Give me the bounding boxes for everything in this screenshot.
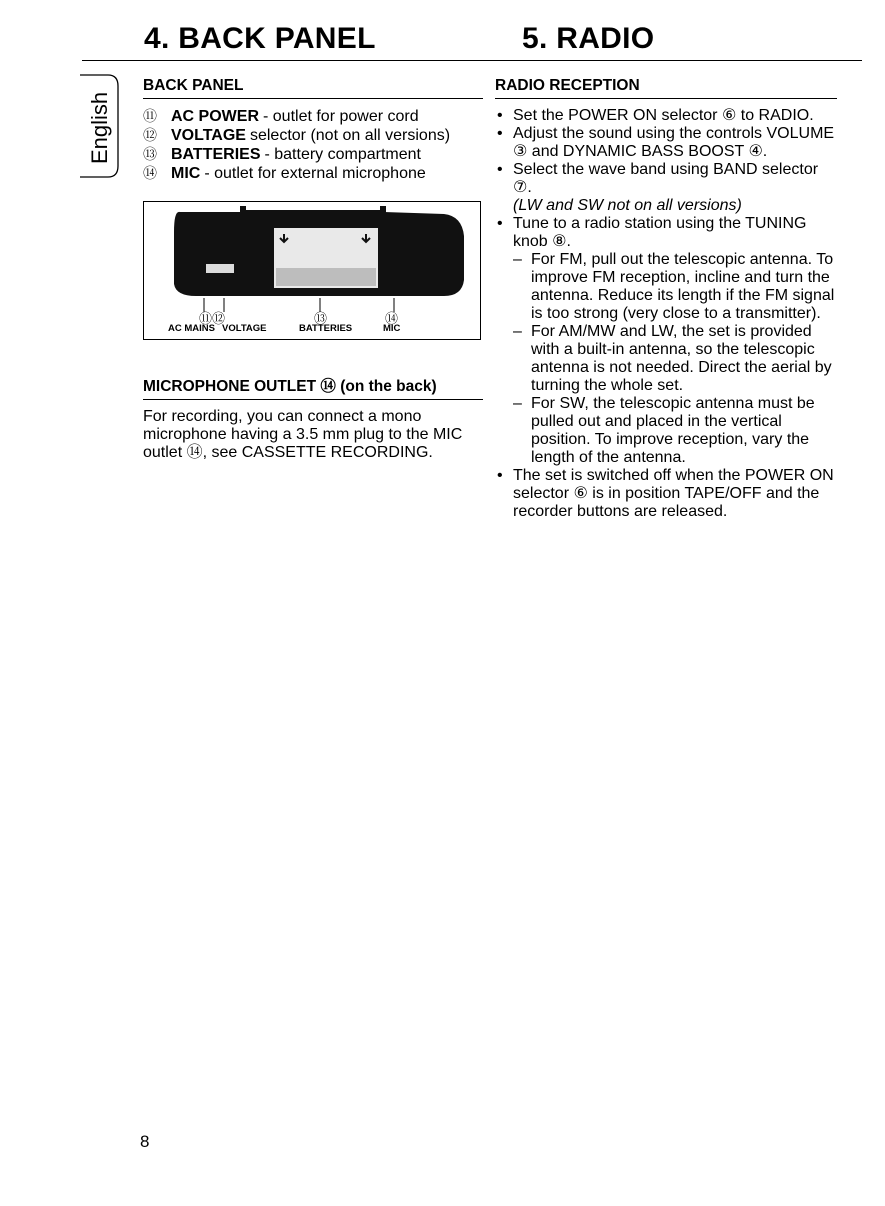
header-divider xyxy=(82,60,862,61)
list-item xyxy=(143,126,483,145)
band-instruction: Select the wave band using BAND selector ⑦. xyxy=(513,161,819,196)
diagram-callouts xyxy=(144,308,482,324)
item-description: - outlet for power cord xyxy=(263,108,419,125)
label-mic: MIC xyxy=(383,323,401,334)
antenna-sublist xyxy=(513,251,840,467)
item-number: ⑫ xyxy=(143,127,157,143)
back-panel-heading: BACK PANEL xyxy=(143,77,483,99)
section-title-radio: 5. RADIO xyxy=(522,22,655,55)
microphone-body: For recording, you can connect a mono microphone having a 3.5 mm plug to the MIC outlet ⑭, see CASSETTE RECORDING. xyxy=(143,408,463,461)
item-number: ⑬ xyxy=(143,146,157,162)
callout-11-12: ⑪⑫ xyxy=(199,311,226,326)
label-voltage: VOLTAGE xyxy=(222,323,267,334)
callout-13: ⑬ xyxy=(314,311,328,326)
language-tab-label: English xyxy=(87,91,112,164)
list-item xyxy=(143,164,483,183)
label-ac-mains: AC MAINS xyxy=(168,323,215,334)
item-term: MIC xyxy=(171,165,201,182)
item-description: - outlet for external microphone xyxy=(204,165,426,182)
item-number: ⑭ xyxy=(143,165,157,181)
radio-heading: RADIO RECEPTION xyxy=(495,77,837,99)
radio-instructions xyxy=(495,107,840,521)
item-term: BATTERIES xyxy=(171,146,261,163)
sub-item: – For SW, the telescopic antenna must be pulled out and placed in the vertical position. To improve reception, vary the length of the antenna. xyxy=(513,395,840,467)
list-item xyxy=(495,215,840,467)
microphone-heading: MICROPHONE OUTLET ⑭ (on the back) xyxy=(143,374,483,400)
band-note: (LW and SW not on all versions) xyxy=(513,197,742,214)
item-number: ⑪ xyxy=(143,108,157,124)
list-item: • The set is switched off when the POWER ON selector ⑥ is in position TAPE/OFF and the recorder buttons are released. xyxy=(495,467,840,521)
list-item xyxy=(143,145,483,164)
item-description: selector (not on all versions) xyxy=(249,127,451,144)
item-description: - battery compartment xyxy=(264,146,421,163)
callout-14: ⑭ xyxy=(385,311,399,326)
back-panel-list xyxy=(143,107,483,183)
list-item xyxy=(495,161,840,215)
list-item xyxy=(143,107,483,126)
back-panel-diagram xyxy=(143,201,481,340)
radio-column xyxy=(495,77,840,521)
list-item: • Set the POWER ON selector ⑥ to RADIO. xyxy=(495,107,840,125)
back-panel-column xyxy=(143,77,483,462)
item-term: AC POWER xyxy=(171,108,259,125)
section-title-back-panel: 4. BACK PANEL xyxy=(144,22,376,55)
label-batteries: BATTERIES xyxy=(299,323,353,334)
page-number: 8 xyxy=(140,1132,150,1151)
sub-item: – For AM/MW and LW, the set is provided with a built-in antenna, so the telescopic antenna is not needed. Direct the aerial by turning the whole set. xyxy=(513,323,840,395)
sub-item: – For FM, pull out the telescopic antenna. To improve FM reception, incline and turn the antenna. Reduce its length if the FM signal is too strong (very close to a transmitter). xyxy=(513,251,840,323)
list-item: • Adjust the sound using the controls VOLUME ③ and DYNAMIC BASS BOOST ④. xyxy=(495,125,840,161)
tune-instruction: Tune to a radio station using the TUNING knob ⑧. xyxy=(513,215,807,250)
item-term: VOLTAGE xyxy=(171,127,246,144)
